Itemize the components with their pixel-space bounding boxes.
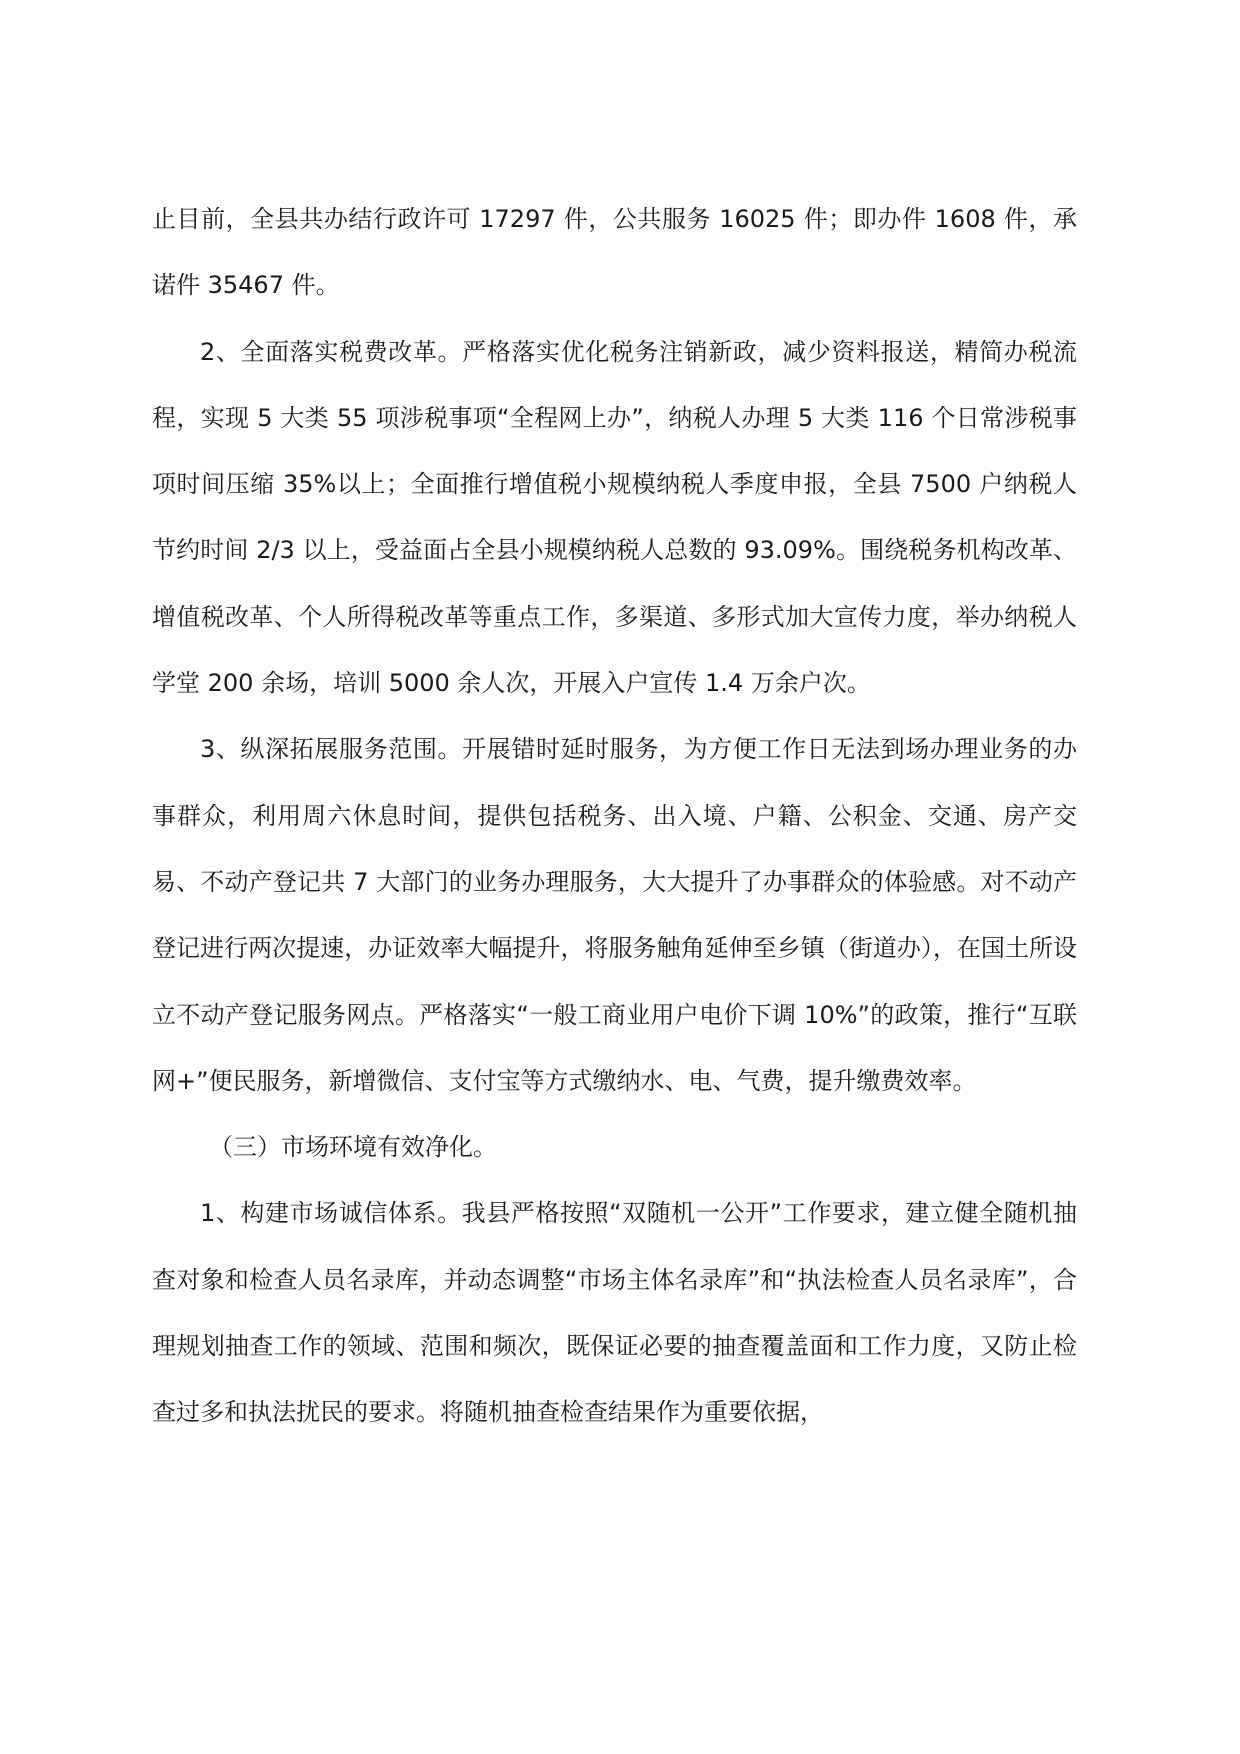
paragraph-1: 止目前，全县共办结行政许可 17297 件，公共服务 16025 件；即办件 1608 件，承诺件 35467 件。 (152, 205, 1077, 300)
document-body (152, 186, 1077, 1446)
paragraph-service-scope: 3、纵深拓展服务范围。开展错时延时服务，为方便工作日无法到场办理业务的办事群众，利用周六休息时间，提供包括税务、出入境、户籍、公积金、交通、房产交易、不动产登记共 7 大部门的业务办理服务，大大提升了办事群众的体验感。对不动产登记进行两次提速，办证效率大幅提升，将服务触角延伸至乡镇（街道办），在国土所设立不动产登记服务网点。严格落实“一般工商业用户电价下调 10%”的政策，推行“互联网+”便民服务，新增微信、支付宝等方式缴纳水、电、气费，提升缴费效率。 (152, 735, 1077, 1095)
paragraph-credit-system: 1、构建市场诚信体系。我县严格按照“双随机一公开”工作要求，建立健全随机抽查对象和检查人员名录库，并动态调整“市场主体名录库”和“执法检查人员名录库”，合理规划抽查工作的领域、范围和频次，既保证必要的抽查覆盖面和工作力度，又防止检查过多和执法扰民的要求。将随机抽查检查结果作为重要依据， (152, 1199, 1077, 1427)
section-heading-market-environment: （三）市场环境有效净化。 (209, 1133, 497, 1162)
paragraph-tax-reform: 2、全面落实税费改革。严格落实优化税务注销新政，减少资料报送，精简办税流程，实现 5 大类 55 项涉税事项“全程网上办”，纳税人办理 5 大类 116 个日常涉税事项时间压缩 35%以上；全面推行增值税小规模纳税人季度申报，全县 7500 户纳税人节约时间 2/3 以上，受益面占全县小规模纳税人总数的 93.09%。围绕税务机构改革、增值税改革、个人所得税改革等重点工作，多渠道、多形式加大宣传力度，举办纳税人学堂 200 余场，培训 5000 余人次，开展入户宣传 1.4 万余户次。 (152, 337, 1077, 698)
